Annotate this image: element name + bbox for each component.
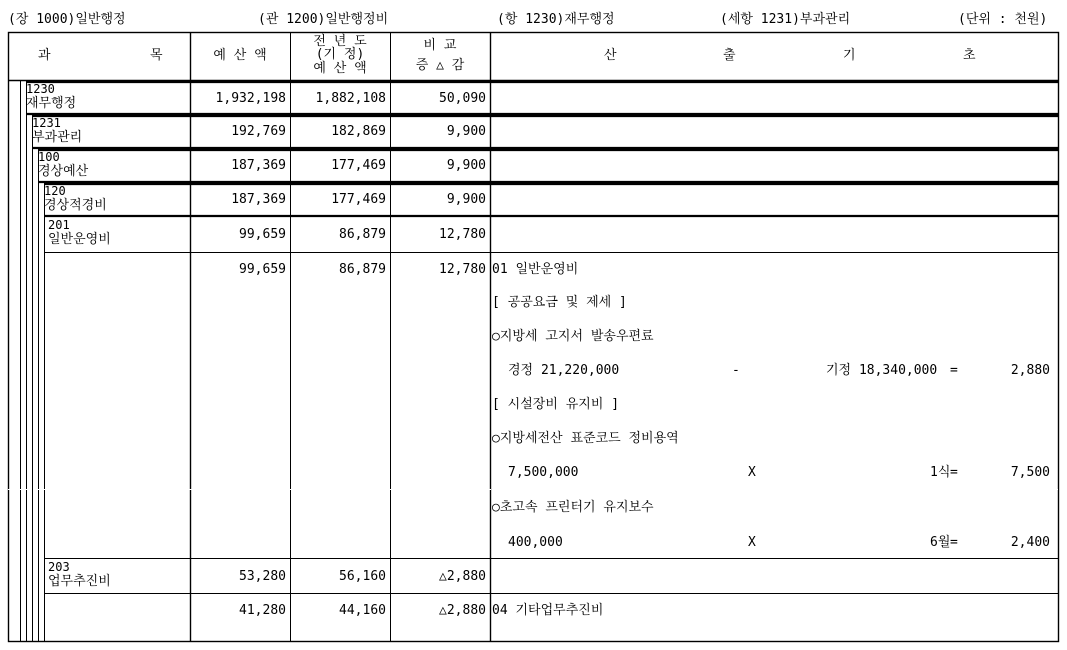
row-code: 1230 (26, 82, 55, 96)
calc-line: 경정 21,220,000 (508, 363, 620, 378)
calc-line: ○초고속 프린터기 유지보수 (492, 500, 654, 515)
calc-line: ○지방세 고지서 발송우편료 (492, 329, 654, 344)
row-code: 120 (44, 184, 66, 198)
header-prev-1: 전 년 도 (313, 34, 367, 49)
row-prev: 86,879 (339, 262, 386, 277)
subitem-label: (세항 1231)부과관리 (720, 12, 851, 27)
row-budget: 53,280 (239, 569, 286, 584)
row-diff: △2,880 (439, 569, 486, 584)
row-budget: 192,769 (231, 124, 286, 139)
header-calc-4: 초 (963, 48, 976, 63)
section-label: (관 1200)일반행정비 (258, 12, 389, 27)
row-prev: 44,160 (339, 603, 386, 618)
row-diff: 9,900 (446, 124, 486, 139)
calc-op: X (748, 465, 756, 480)
header-budget: 예 산 액 (213, 48, 267, 63)
row-prev: 182,869 (331, 124, 386, 139)
row-diff: 12,780 (439, 262, 486, 277)
calc-line: ○지방세전산 표준코드 정비용역 (492, 431, 679, 446)
row-name: 부과관리 (32, 130, 83, 145)
header-compare-1: 비 교 (423, 38, 457, 53)
row-prev: 177,469 (331, 192, 386, 207)
row-budget: 99,659 (239, 227, 286, 242)
calc-line: 6월 (930, 535, 951, 550)
calc-line: [ 공공요금 및 제세 ] (492, 295, 627, 310)
row-prev: 177,469 (331, 158, 386, 173)
row-prev: 56,160 (339, 569, 386, 584)
row-name: 경상적경비 (44, 198, 107, 213)
calc-line: 1식 (930, 465, 951, 480)
calc-line: 기정 18,340,000 (826, 363, 938, 378)
row-code: 100 (38, 150, 60, 164)
header-calc-2: 출 (723, 48, 736, 63)
calc-line: 01 일반운영비 (492, 262, 579, 277)
calc-op: - (732, 363, 740, 378)
header-gwa: 과 (38, 48, 51, 63)
row-budget: 99,659 (239, 262, 286, 277)
row-prev: 1,882,108 (315, 91, 386, 106)
row-diff: 9,900 (446, 158, 486, 173)
calc-result: 2,400 (1010, 535, 1050, 550)
calc-line: [ 시설장비 유지비 ] (492, 397, 620, 412)
row-name: 업무추진비 (48, 574, 111, 589)
calc-op: X (748, 535, 756, 550)
calc-op: = (950, 535, 958, 550)
header-compare-2: 증 △ 감 (415, 58, 465, 73)
calc-result: 7,500 (1010, 465, 1050, 480)
row-diff: 50,090 (439, 91, 486, 106)
row-budget: 1,932,198 (215, 91, 286, 106)
header-calc-1: 산 (604, 48, 617, 63)
header-calc-3: 기 (843, 48, 856, 63)
row-code: 203 (48, 560, 70, 574)
row-budget: 41,280 (239, 603, 286, 618)
item-label: (항 1230)재무행정 (497, 12, 615, 27)
row-name: 경상예산 (38, 164, 89, 179)
row-budget: 187,369 (231, 192, 286, 207)
calc-line: 7,500,000 (508, 465, 579, 480)
header-mok: 목 (150, 48, 163, 63)
row-code: 201 (48, 218, 70, 232)
chapter-label: (장 1000)일반행정 (8, 12, 126, 27)
row-diff: △2,880 (439, 603, 486, 618)
row-code: 1231 (32, 116, 61, 130)
calc-op: = (950, 363, 958, 378)
calc-line: 04 기타업무추진비 (492, 603, 604, 618)
calc-line: 400,000 (508, 535, 563, 550)
header-prev-3: 예 산 액 (313, 61, 367, 76)
row-name: 재무행정 (26, 96, 77, 111)
row-diff: 9,900 (446, 192, 486, 207)
row-budget: 187,369 (231, 158, 286, 173)
row-diff: 12,780 (439, 227, 486, 242)
row-prev: 86,879 (339, 227, 386, 242)
header-prev-2: (기 정) (315, 47, 365, 62)
unit-label: (단위 : 천원) (958, 12, 1048, 27)
calc-op: = (950, 465, 958, 480)
row-name: 일반운영비 (48, 232, 111, 247)
calc-result: 2,880 (1010, 363, 1050, 378)
